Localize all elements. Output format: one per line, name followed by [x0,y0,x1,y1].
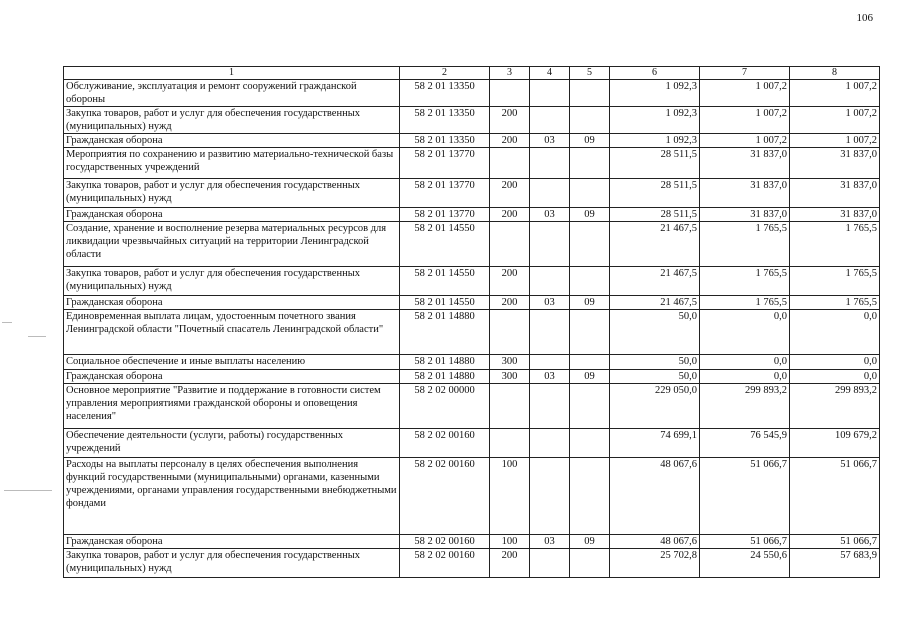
row-name: Создание, хранение и восполнение резерва материальных ресурсов для ликвидации чрезвычайных ситуаций на территории Ленинградской области [64,222,400,267]
row-value-year-1: 1 092,3 [610,107,700,134]
row-expense-type: 200 [490,296,530,310]
row-value-year-2: 1 765,5 [700,296,790,310]
row-subsection [570,549,610,578]
row-expense-type: 200 [490,107,530,134]
row-value-year-2: 51 066,7 [700,458,790,535]
row-expense-type [490,384,530,429]
row-code: 58 2 01 13350 [400,107,490,134]
table-body [64,80,880,578]
row-value-year-3: 57 683,9 [790,549,880,578]
table-row [64,355,880,370]
row-name: Обеспечение деятельности (услуги, работы) государственных учреждений [64,429,400,458]
row-code: 58 2 01 13770 [400,148,490,179]
row-section [530,267,570,296]
row-value-year-2: 1 765,5 [700,267,790,296]
row-section [530,80,570,107]
row-subsection: 09 [570,134,610,148]
column-header: 5 [570,67,610,80]
column-header: 7 [700,67,790,80]
row-expense-type: 300 [490,355,530,370]
row-value-year-1: 74 699,1 [610,429,700,458]
row-value-year-1: 48 067,6 [610,458,700,535]
row-subsection [570,355,610,370]
row-value-year-2: 1 007,2 [700,80,790,107]
row-expense-type: 100 [490,535,530,549]
column-header: 1 [64,67,400,80]
row-code: 58 2 01 14550 [400,222,490,267]
row-subsection [570,222,610,267]
row-value-year-3: 1 007,2 [790,80,880,107]
row-value-year-3: 1 765,5 [790,222,880,267]
table-row [64,429,880,458]
row-code: 58 2 01 13350 [400,134,490,148]
table-row [64,370,880,384]
row-value-year-3: 51 066,7 [790,458,880,535]
row-value-year-3: 0,0 [790,310,880,355]
row-section [530,179,570,208]
row-value-year-2: 76 545,9 [700,429,790,458]
row-subsection [570,267,610,296]
row-code: 58 2 02 00160 [400,549,490,578]
row-code: 58 2 01 14550 [400,267,490,296]
row-subsection [570,429,610,458]
row-expense-type: 100 [490,458,530,535]
row-subsection [570,458,610,535]
row-value-year-1: 28 511,5 [610,179,700,208]
row-code: 58 2 02 00160 [400,535,490,549]
row-value-year-3: 1 765,5 [790,296,880,310]
row-value-year-3: 31 837,0 [790,179,880,208]
row-section [530,549,570,578]
row-expense-type: 200 [490,179,530,208]
row-section [530,107,570,134]
row-section: 03 [530,535,570,549]
row-value-year-2: 1 007,2 [700,134,790,148]
row-section: 03 [530,134,570,148]
row-section: 03 [530,370,570,384]
row-code: 58 2 01 14550 [400,296,490,310]
table-row [64,310,880,355]
row-section [530,355,570,370]
row-value-year-2: 1 765,5 [700,222,790,267]
row-name: Гражданская оборона [64,535,400,549]
row-value-year-1: 25 702,8 [610,549,700,578]
row-name: Единовременная выплата лицам, удостоенным почетного звания Ленинградской области "Почетный спасатель Ленинградской области" [64,310,400,355]
table-header-row [64,67,880,80]
page-number: 106 [856,12,873,24]
row-subsection: 09 [570,208,610,222]
row-value-year-3: 51 066,7 [790,535,880,549]
row-code: 58 2 01 13350 [400,80,490,107]
row-subsection [570,80,610,107]
table-row [64,148,880,179]
row-subsection: 09 [570,296,610,310]
row-name: Социальное обеспечение и иные выплаты населению [64,355,400,370]
row-section: 03 [530,208,570,222]
row-expense-type: 300 [490,370,530,384]
row-expense-type [490,80,530,107]
row-section [530,310,570,355]
row-code: 58 2 01 13770 [400,208,490,222]
row-value-year-2: 31 837,0 [700,148,790,179]
row-code: 58 2 01 14880 [400,355,490,370]
row-value-year-2: 31 837,0 [700,179,790,208]
row-subsection: 09 [570,370,610,384]
budget-table [63,66,880,578]
table-row [64,179,880,208]
row-value-year-3: 31 837,0 [790,208,880,222]
row-code: 58 2 02 00160 [400,458,490,535]
column-header: 2 [400,67,490,80]
row-section [530,429,570,458]
column-header: 4 [530,67,570,80]
row-subsection [570,107,610,134]
column-header: 3 [490,67,530,80]
table-row [64,80,880,107]
table-row [64,296,880,310]
table-row [64,222,880,267]
row-value-year-1: 28 511,5 [610,208,700,222]
row-value-year-1: 28 511,5 [610,148,700,179]
row-name: Расходы на выплаты персоналу в целях обеспечения выполнения функций государственными (муниципальными) органами, казенными учреждениями, органами управления государственными внебюджетными фондами [64,458,400,535]
row-value-year-2: 1 007,2 [700,107,790,134]
table-row [64,535,880,549]
row-value-year-2: 0,0 [700,355,790,370]
row-section: 03 [530,296,570,310]
row-name: Гражданская оборона [64,370,400,384]
row-value-year-2: 51 066,7 [700,535,790,549]
table-row [64,384,880,429]
row-subsection [570,148,610,179]
row-expense-type: 200 [490,267,530,296]
row-value-year-1: 50,0 [610,310,700,355]
table-row [64,208,880,222]
row-name: Обслуживание, эксплуатация и ремонт сооружений гражданской обороны [64,80,400,107]
row-name: Закупка товаров, работ и услуг для обеспечения государственных (муниципальных) нужд [64,179,400,208]
row-value-year-3: 1 007,2 [790,134,880,148]
row-value-year-3: 0,0 [790,370,880,384]
row-value-year-1: 50,0 [610,355,700,370]
row-subsection [570,384,610,429]
row-value-year-3: 1 007,2 [790,107,880,134]
table-row [64,267,880,296]
row-value-year-2: 299 893,2 [700,384,790,429]
row-expense-type: 200 [490,134,530,148]
table-row [64,134,880,148]
row-expense-type [490,429,530,458]
row-subsection [570,179,610,208]
row-value-year-1: 1 092,3 [610,80,700,107]
row-code: 58 2 01 13770 [400,179,490,208]
row-section [530,384,570,429]
row-value-year-2: 0,0 [700,310,790,355]
row-section [530,458,570,535]
row-name: Гражданская оборона [64,296,400,310]
row-code: 58 2 01 14880 [400,310,490,355]
row-section [530,222,570,267]
row-value-year-2: 0,0 [700,370,790,384]
row-code: 58 2 02 00160 [400,429,490,458]
row-subsection: 09 [570,535,610,549]
row-value-year-3: 299 893,2 [790,384,880,429]
row-expense-type [490,148,530,179]
column-header: 8 [790,67,880,80]
row-name: Основное мероприятие "Развитие и поддержание в готовности систем управления мероприятиями гражданской обороны и оповещения населения" [64,384,400,429]
row-code: 58 2 01 14880 [400,370,490,384]
row-name: Закупка товаров, работ и услуг для обеспечения государственных (муниципальных) нужд [64,267,400,296]
row-value-year-3: 31 837,0 [790,148,880,179]
row-subsection [570,310,610,355]
row-value-year-2: 24 550,6 [700,549,790,578]
table-row [64,458,880,535]
row-value-year-1: 1 092,3 [610,134,700,148]
row-expense-type: 200 [490,208,530,222]
row-value-year-1: 229 050,0 [610,384,700,429]
row-value-year-1: 21 467,5 [610,222,700,267]
row-value-year-1: 50,0 [610,370,700,384]
row-expense-type [490,310,530,355]
row-name: Гражданская оборона [64,134,400,148]
row-value-year-1: 21 467,5 [610,296,700,310]
row-name: Закупка товаров, работ и услуг для обеспечения государственных (муниципальных) нужд [64,107,400,134]
row-value-year-1: 48 067,6 [610,535,700,549]
scan-edge-marks [0,0,60,640]
column-header: 6 [610,67,700,80]
row-name: Гражданская оборона [64,208,400,222]
row-name: Закупка товаров, работ и услуг для обеспечения государственных (муниципальных) нужд [64,549,400,578]
row-value-year-3: 1 765,5 [790,267,880,296]
table-row [64,107,880,134]
row-value-year-3: 0,0 [790,355,880,370]
row-name: Мероприятия по сохранению и развитию материально-технической базы государственных учреждений [64,148,400,179]
row-code: 58 2 02 00000 [400,384,490,429]
row-section [530,148,570,179]
row-value-year-2: 31 837,0 [700,208,790,222]
row-expense-type: 200 [490,549,530,578]
row-expense-type [490,222,530,267]
row-value-year-1: 21 467,5 [610,267,700,296]
row-value-year-3: 109 679,2 [790,429,880,458]
table-row [64,549,880,578]
